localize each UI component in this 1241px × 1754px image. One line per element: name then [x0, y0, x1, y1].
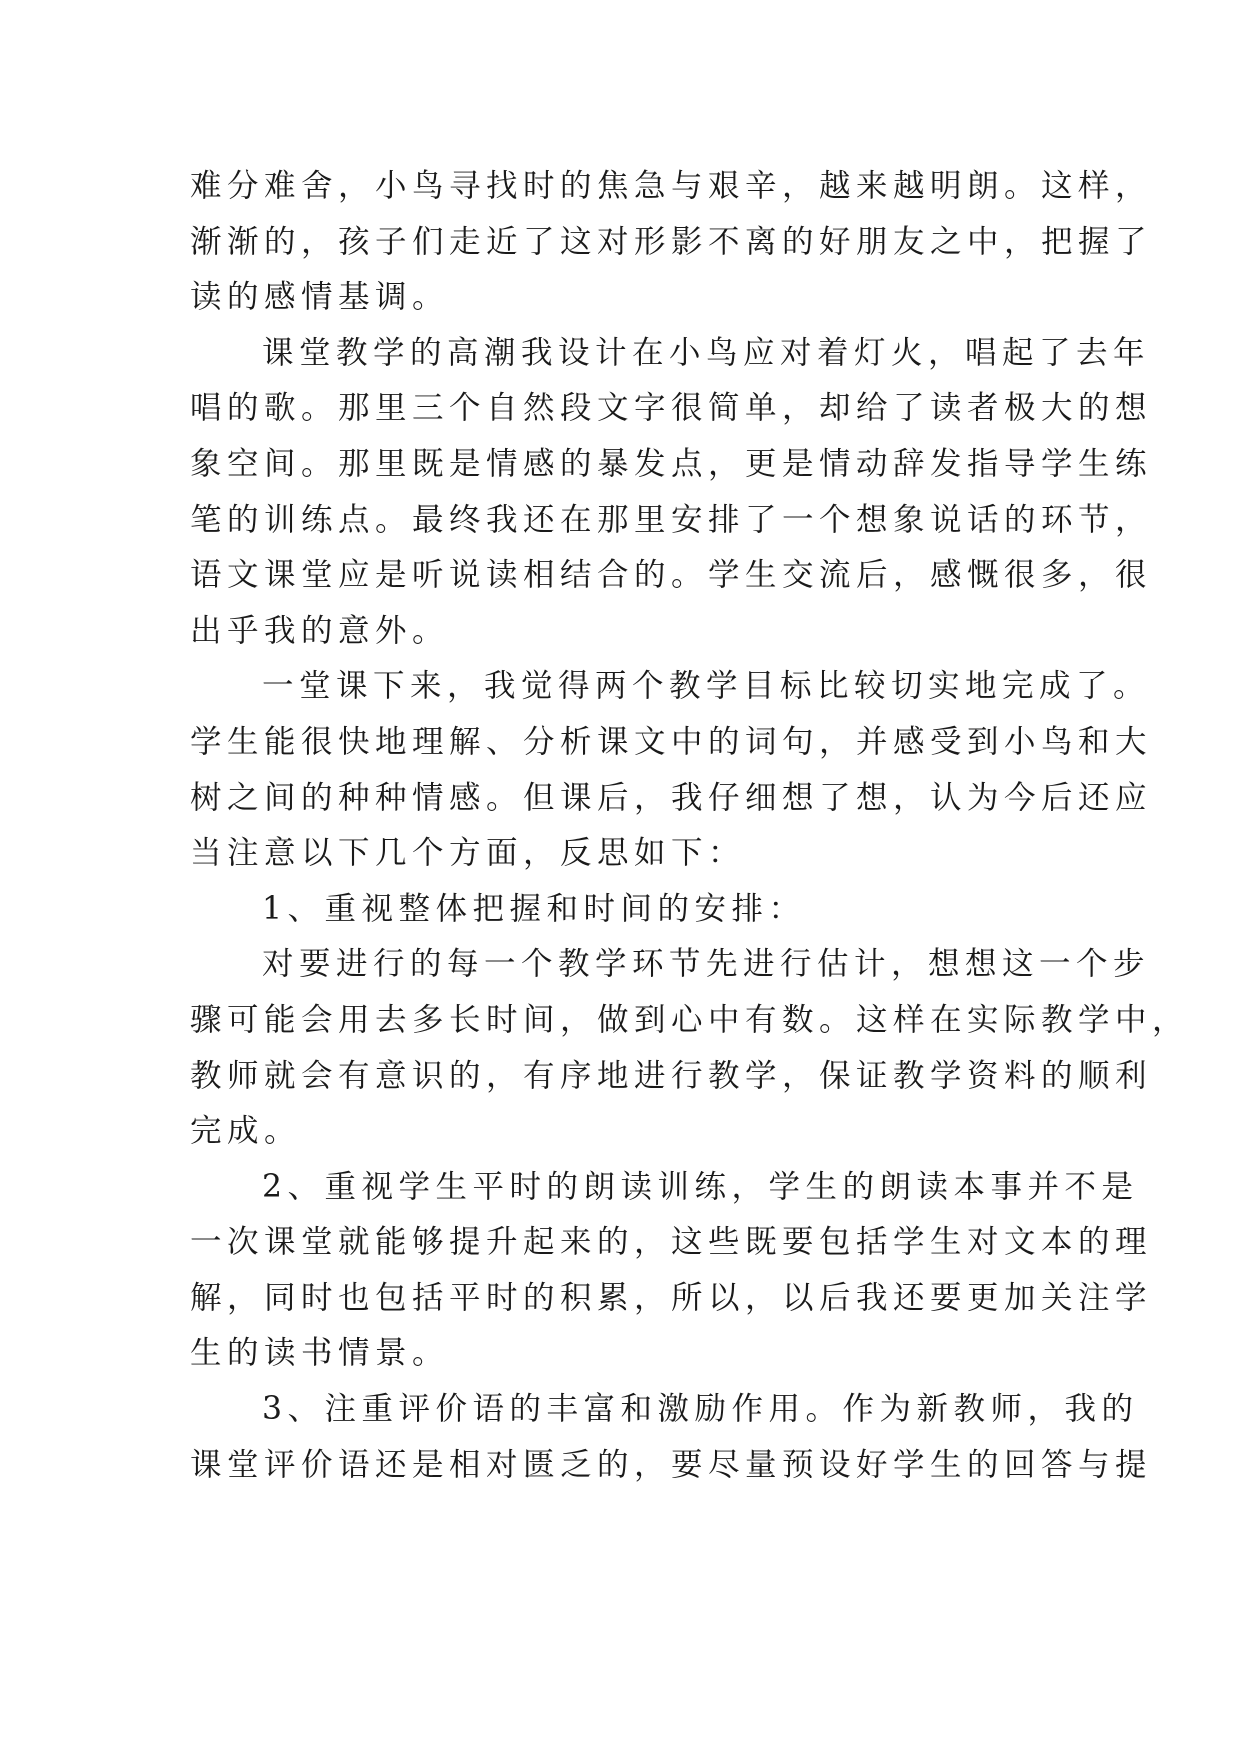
paragraph-line: 完成。	[190, 1113, 302, 1150]
paragraph-line: 当注意以下几个方面，反思如下：	[190, 835, 746, 872]
paragraph-line: 象空间。那里既是情感的暴发点，更是情动辞发指导学生练	[190, 445, 1153, 482]
paragraph-line: 骤可能会用去多长时间，做到心中有数。这样在实际教学中，	[190, 1001, 1190, 1038]
paragraph-first-line: 课堂教学的高潮我设计在小鸟应对着灯火，唱起了去年	[262, 334, 1151, 371]
paragraph-line: 语文课堂应是听说读相结合的。学生交流后，感慨很多，很	[190, 557, 1153, 594]
paragraph-line: 出乎我的意外。	[190, 612, 450, 649]
paragraph-line: 唱的歌。那里三个自然段文字很简单，却给了读者极大的想	[190, 390, 1153, 427]
paragraph-first-line: 2、重视学生平时的朗读训练，学生的朗读本事并不是	[262, 1168, 1139, 1205]
paragraph-line: 生的读书情景。	[190, 1335, 450, 1372]
paragraph-first-line: 一堂课下来，我觉得两个教学目标比较切实地完成了。	[262, 668, 1151, 705]
paragraph-first-line: 对要进行的每一个教学环节先进行估计，想想这一个步	[262, 946, 1151, 983]
paragraph-line: 一次课堂就能够提升起来的，这些既要包括学生对文本的理	[190, 1224, 1153, 1261]
paragraph-line: 树之间的种种情感。但课后，我仔细想了想，认为今后还应	[190, 779, 1153, 816]
paragraph-first-line: 3、注重评价语的丰富和激励作用。作为新教师，我的	[262, 1391, 1139, 1428]
paragraph-first-line: 1、重视整体把握和时间的安排：	[262, 890, 806, 927]
paragraph-line: 教师就会有意识的，有序地进行教学，保证教学资料的顺利	[190, 1057, 1153, 1094]
paragraph-line: 学生能很快地理解、分析课文中的词句，并感受到小鸟和大	[190, 723, 1153, 760]
paragraph-line: 解，同时也包括平时的积累，所以，以后我还要更加关注学	[190, 1279, 1153, 1316]
body-text	[190, 159, 1190, 1493]
paragraph-line: 难分难舍，小鸟寻找时的焦急与艰辛，越来越明朗。这样，	[190, 168, 1153, 204]
paragraph-line: 读的感情基调。	[190, 279, 450, 316]
paragraph-line: 笔的训练点。最终我还在那里安排了一个想象说话的环节，	[190, 501, 1153, 538]
paragraph-line: 课堂评价语还是相对匮乏的，要尽量预设好学生的回答与提	[190, 1446, 1153, 1483]
paragraph-line: 渐渐的，孩子们走近了这对形影不离的好朋友之中，把握了	[190, 223, 1153, 260]
